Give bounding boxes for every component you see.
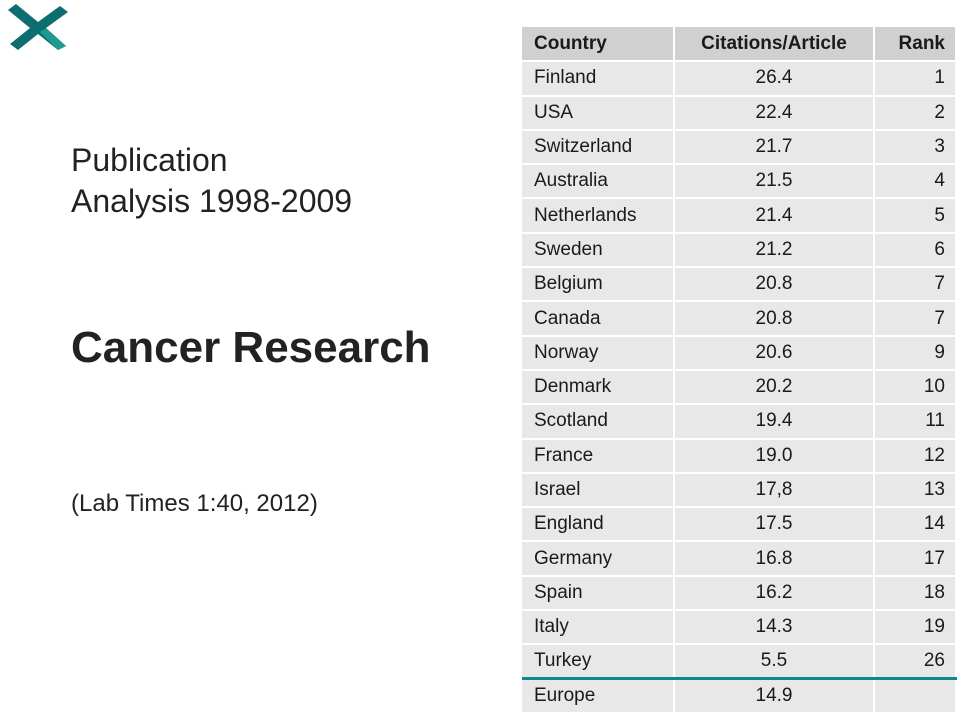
cell-citations: 21.4 — [674, 198, 874, 232]
table-row — [522, 198, 956, 232]
source-citation: (Lab Times 1:40, 2012) — [71, 490, 318, 517]
cell-rank: 3 — [874, 130, 956, 164]
cell-country: England — [522, 507, 674, 541]
cell-rank: 6 — [874, 233, 956, 267]
table-row — [522, 336, 956, 370]
cell-citations: 16.8 — [674, 541, 874, 575]
cell-country: Finland — [522, 61, 674, 95]
header-rank: Rank — [874, 27, 956, 61]
table-row — [522, 130, 956, 164]
cell-country: Netherlands — [522, 198, 674, 232]
cell-citations: 17,8 — [674, 473, 874, 507]
cell-citations: 22.4 — [674, 96, 874, 130]
cell-country: Germany — [522, 541, 674, 575]
publication-title — [71, 140, 352, 222]
header-citations-per-article: Citations/Article — [674, 27, 874, 61]
cell-citations: 19.4 — [674, 404, 874, 438]
cell-rank: 7 — [874, 301, 956, 335]
cell-citations: 20.6 — [674, 336, 874, 370]
citations-table — [522, 27, 957, 714]
table-row — [522, 610, 956, 644]
table-row — [522, 96, 956, 130]
table-row — [522, 473, 956, 507]
table-row — [522, 507, 956, 541]
cell-citations: 20.2 — [674, 370, 874, 404]
cell-country: Israel — [522, 473, 674, 507]
table-header-row — [522, 27, 956, 61]
cell-citations: 21.2 — [674, 233, 874, 267]
cell-rank: 19 — [874, 610, 956, 644]
table-row — [522, 233, 956, 267]
cell-country: Sweden — [522, 233, 674, 267]
cell-rank: 13 — [874, 473, 956, 507]
cell-rank: 7 — [874, 267, 956, 301]
cell-country: USA — [522, 96, 674, 130]
cell-citations: 14.9 — [674, 679, 874, 713]
table-row — [522, 541, 956, 575]
cell-rank: 18 — [874, 576, 956, 610]
cell-citations: 14.3 — [674, 610, 874, 644]
cell-rank: 26 — [874, 644, 956, 678]
cell-rank: 5 — [874, 198, 956, 232]
cell-rank: 4 — [874, 164, 956, 198]
x-cross-logo-icon — [6, 2, 70, 52]
cell-rank: 17 — [874, 541, 956, 575]
table-body — [522, 61, 956, 713]
header-country: Country — [522, 27, 674, 61]
cell-country: Australia — [522, 164, 674, 198]
cell-country: Belgium — [522, 267, 674, 301]
cell-rank: 2 — [874, 96, 956, 130]
cell-rank: 14 — [874, 507, 956, 541]
cell-rank: 1 — [874, 61, 956, 95]
cell-citations: 16.2 — [674, 576, 874, 610]
table-row — [522, 404, 956, 438]
table-row — [522, 576, 956, 610]
cell-rank — [874, 679, 956, 713]
cell-rank: 12 — [874, 439, 956, 473]
cell-citations: 20.8 — [674, 267, 874, 301]
cell-citations: 21.7 — [674, 130, 874, 164]
topic-heading: Cancer Research — [71, 323, 431, 372]
cell-citations: 17.5 — [674, 507, 874, 541]
table-row — [522, 267, 956, 301]
cell-country: Italy — [522, 610, 674, 644]
cell-country: Norway — [522, 336, 674, 370]
cell-rank: 10 — [874, 370, 956, 404]
table-row — [522, 61, 956, 95]
publication-title-line1: Publication — [71, 142, 228, 178]
table-row — [522, 679, 956, 713]
cell-country: Spain — [522, 576, 674, 610]
table-row — [522, 164, 956, 198]
cell-rank: 9 — [874, 336, 956, 370]
cell-citations: 5.5 — [674, 644, 874, 678]
table-row — [522, 301, 956, 335]
cell-rank: 11 — [874, 404, 956, 438]
cell-country: France — [522, 439, 674, 473]
table-row — [522, 439, 956, 473]
cell-country: Europe — [522, 679, 674, 713]
cell-country: Canada — [522, 301, 674, 335]
cell-country: Turkey — [522, 644, 674, 678]
cell-country: Switzerland — [522, 130, 674, 164]
cell-country: Scotland — [522, 404, 674, 438]
table-row — [522, 370, 956, 404]
cell-citations: 19.0 — [674, 439, 874, 473]
cell-citations: 20.8 — [674, 301, 874, 335]
cell-country: Denmark — [522, 370, 674, 404]
table-row — [522, 644, 956, 678]
cell-citations: 21.5 — [674, 164, 874, 198]
publication-title-line2: Analysis 1998-2009 — [71, 183, 353, 219]
cell-citations: 26.4 — [674, 61, 874, 95]
